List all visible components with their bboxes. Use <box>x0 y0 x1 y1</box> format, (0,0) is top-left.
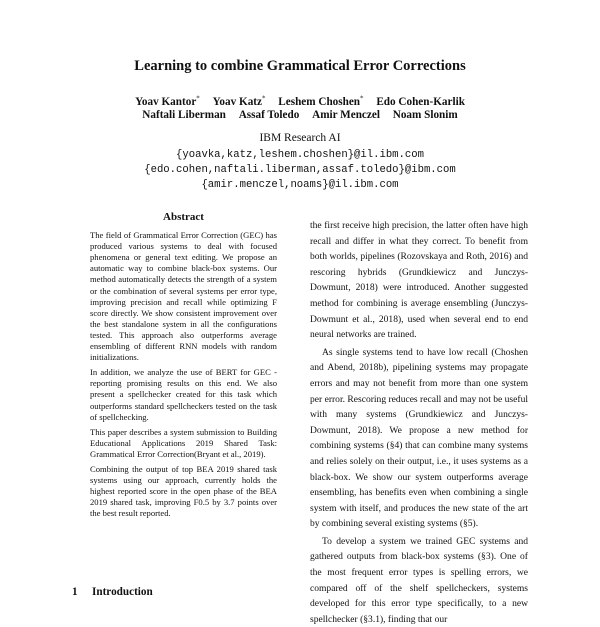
abstract-paragraph: This paper describes a system submission to Building Educational Applications 2019 Shared Task: Grammatical Error Correction(Bryant et al., 2019). <box>90 426 277 459</box>
body-column-right <box>310 218 528 627</box>
author: Noam Slonim <box>392 109 458 121</box>
abstract-paragraph: In addition, we analyze the use of BERT for GEC - reporting promising results on this end. We also present a spellchecker created for this task which outperforms standard spellcheckers tested on the task of spellchecking. <box>90 367 277 422</box>
section-title: Introduction <box>92 586 153 598</box>
abstract-heading: Abstract <box>163 211 204 223</box>
section-heading <box>72 586 153 598</box>
authors-line-1 <box>0 94 600 108</box>
paper-title: Learning to combine Grammatical Error Corrections <box>134 58 466 74</box>
body-paragraph: the first receive high precision, the latter often have high recall and differ in what they correct. To benefit from both worlds, pipelines (Rozovskaya and Roth, 2016) and rescoring hybrids (Grundkiewicz and Junczys-Dowmunt, 2018) were introduced. Another suggested method for combining is average ensembling (Junczys-Dowmunt et al., 2018), used when several end to end neural networks are trained. <box>310 220 528 341</box>
email-line: {edo.cohen,naftali.liberman,assaf.toledo}@ibm.com <box>144 164 456 176</box>
section-number: 1 <box>72 586 78 598</box>
email-line: {yoavka,katz,leshem.choshen}@il.ibm.com <box>176 149 424 161</box>
email-line: {amir.menczel,noams}@il.ibm.com <box>201 179 399 191</box>
author: Yoav Kantor* <box>135 94 200 108</box>
abstract-paragraph: Combining the output of top BEA 2019 shared task systems using our approach, currently holds the highest reported score in the open phase of the BEA 2019 shared task, improving F0.5 by 3.7 points over the best result reported. <box>90 463 277 519</box>
author: Edo Cohen-Karlik <box>376 95 465 108</box>
author: Assaf Toledo <box>238 109 300 121</box>
body-paragraph: To develop a system we trained GEC systems and gathered outputs from black-box systems (§3). One of the most frequent error types is spelling errors, we compared off of the shelf spellcheckers, systems developed for this error type specifically, to a new spellchecker (§3.1), finding that our <box>310 535 528 625</box>
body-paragraph: As single systems tend to have low recall (Choshen and Abend, 2018b), pipelining systems may propagate errors and may not benefit from more than one system per error. Rescoring reduces recall and may not be useful with many systems (Grundkiewicz and Junczys-Dowmunt, 2018). We propose a new method for combining systems (§4) that can combine many systems and relies solely on their output, i.e., it uses systems as a black-box. We show our system outperforms average ensembling, has benefits even when combining a single system with itself, and produces the new state of the art by combining several existing systems (§5). <box>310 346 528 530</box>
author: Amir Menczel <box>312 109 380 121</box>
affiliation: IBM Research AI <box>259 132 341 144</box>
author: Naftali Liberman <box>142 109 226 121</box>
abstract <box>90 212 277 523</box>
abstract-paragraph: The field of Grammatical Error Correction (GEC) has produced various systems to deal with focused phenomena or general text editing. We propose an automatic way to combine black-box systems. Our method automatically detects the strength of a system or the combination of several systems per error type, improving precision and recall while optimizing F score directly. We show consistent improvement over the best standalone system in all the configurations tested. This approach also outperforms average ensembling of different RNN models with random initializations. <box>90 230 277 363</box>
author: Yoav Katz* <box>212 94 266 108</box>
author: Leshem Choshen* <box>278 94 364 108</box>
authors-line-2 <box>0 109 600 121</box>
